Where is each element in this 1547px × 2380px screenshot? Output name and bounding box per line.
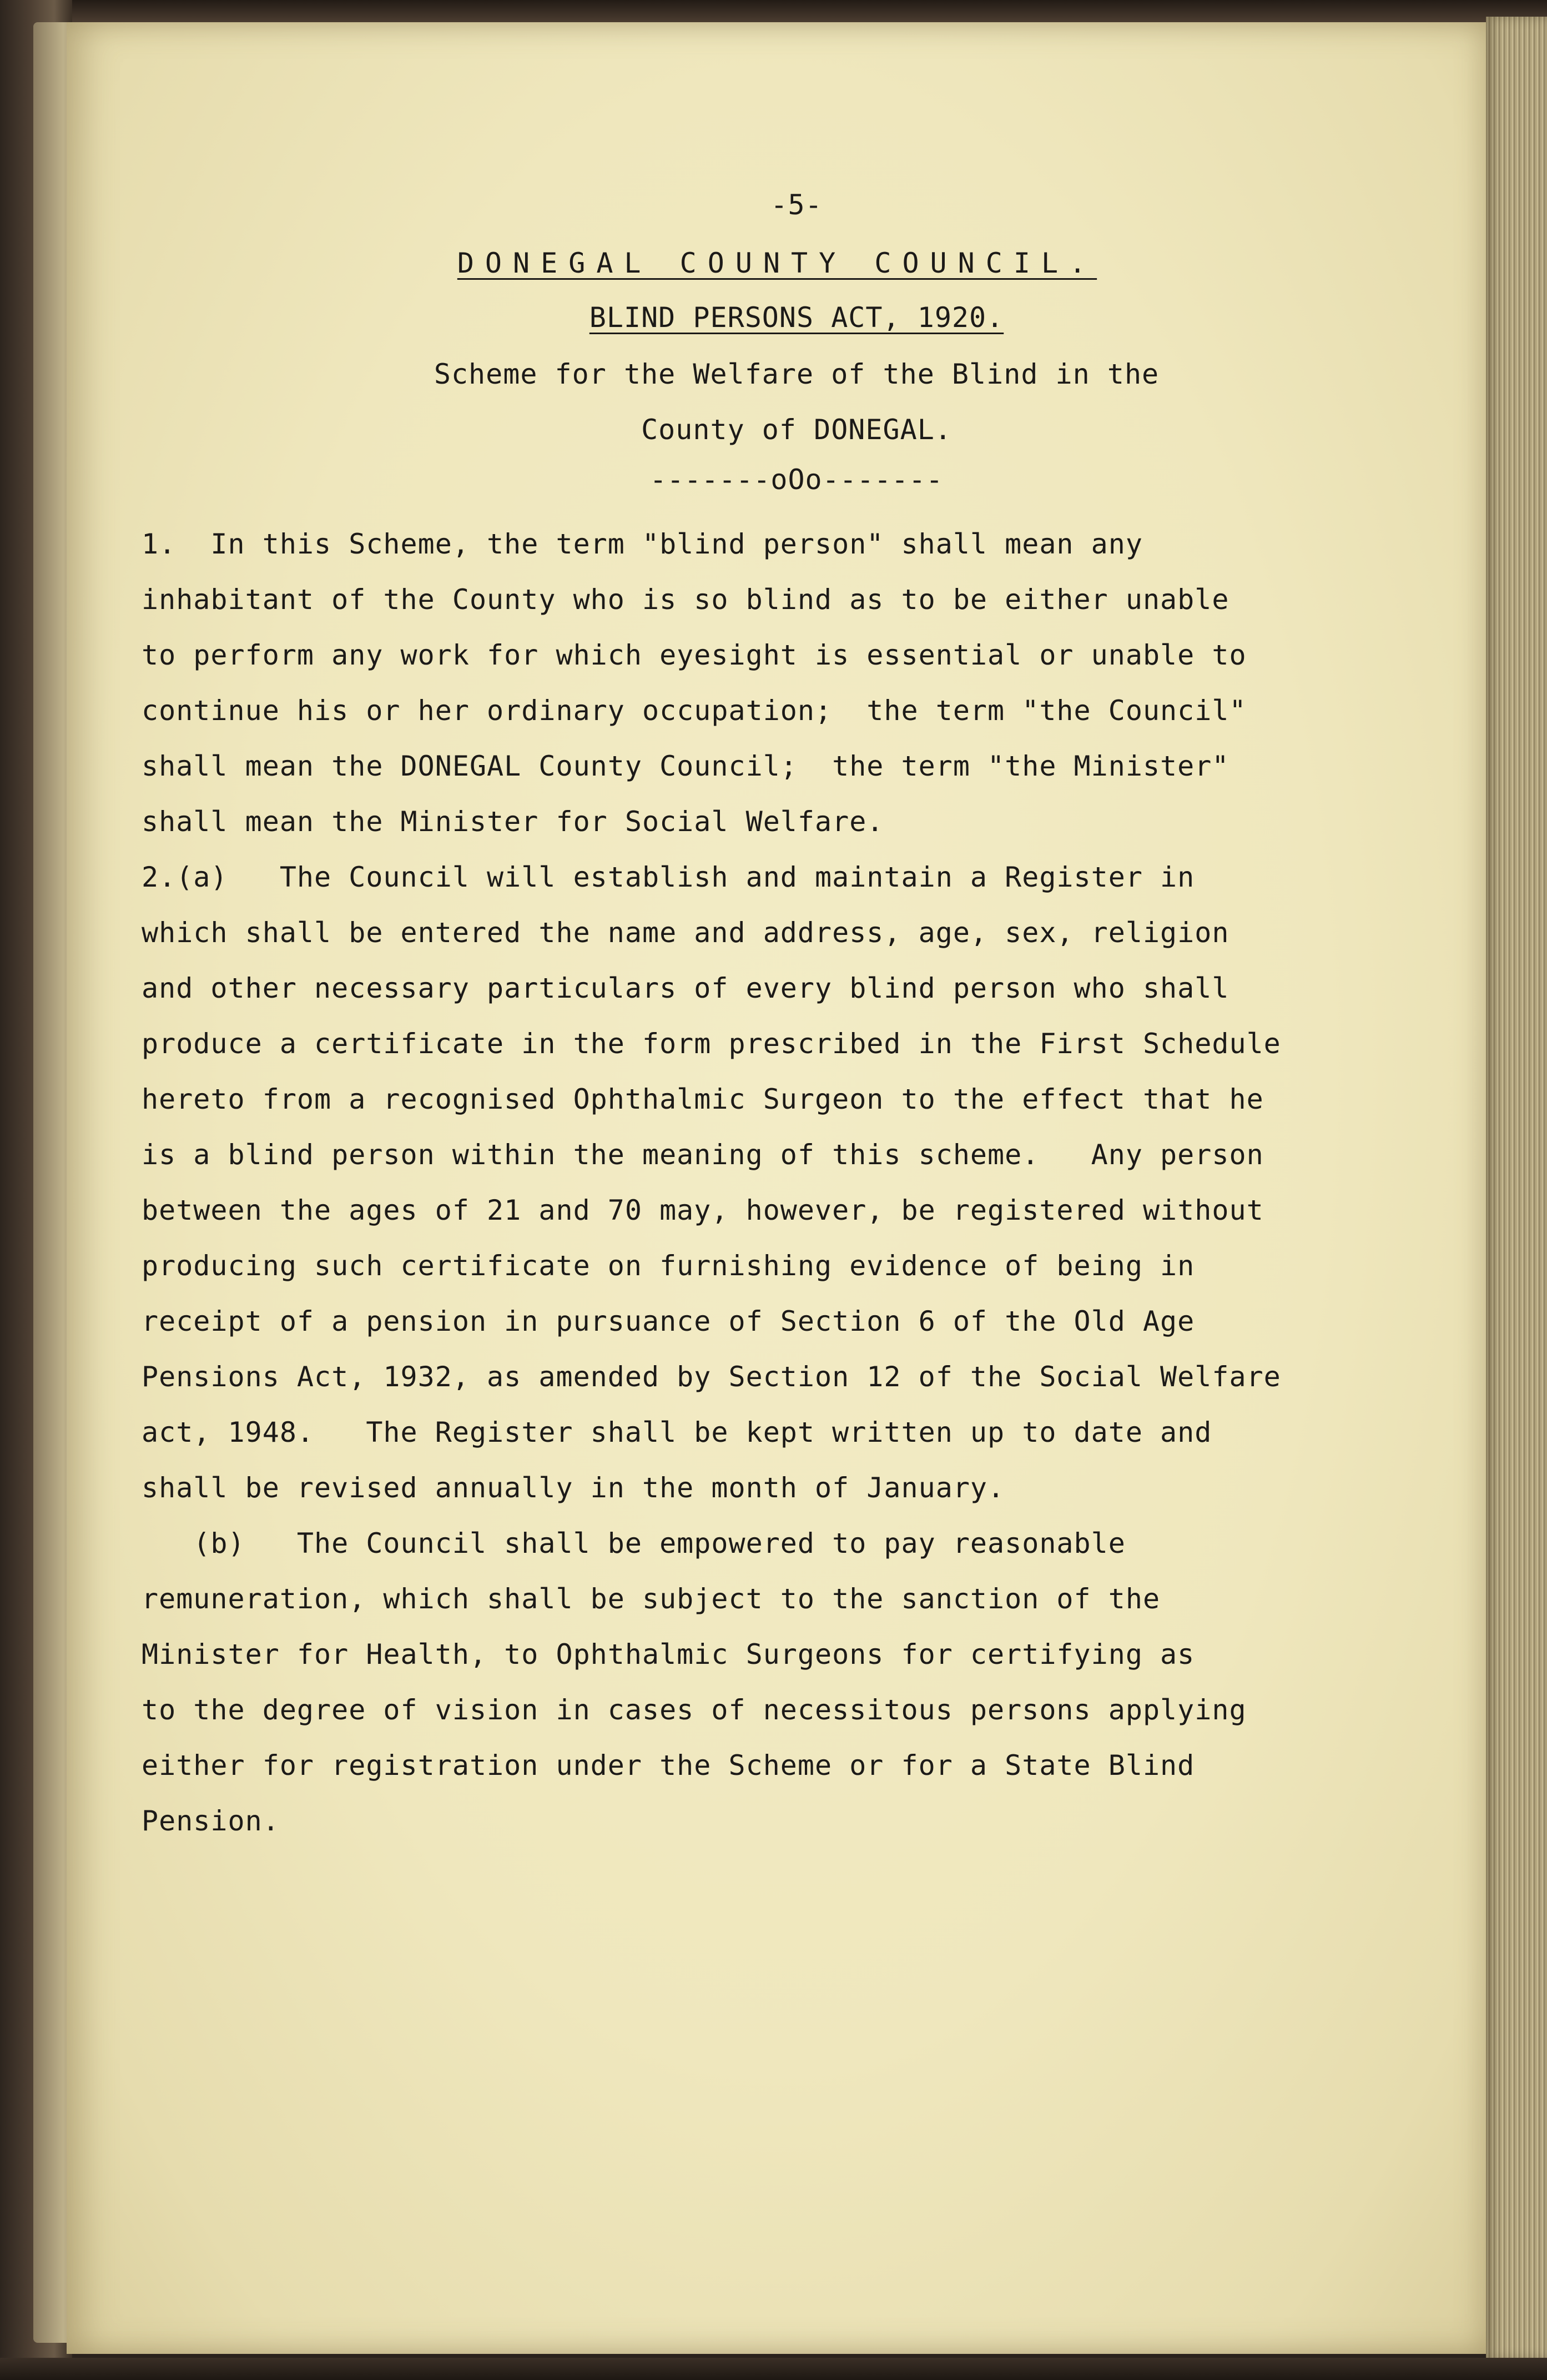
body-line: 2.(a) The Council will establish and maintain a Register in bbox=[142, 861, 1195, 893]
body-line: Pension. bbox=[142, 1805, 280, 1837]
body-line: is a blind person within the meaning of this scheme. Any person bbox=[142, 1139, 1264, 1171]
scan-bottom-border bbox=[0, 2358, 1547, 2380]
body-line: receipt of a pension in pursuance of Section 6 of the Old Age bbox=[142, 1305, 1195, 1337]
council-title: DONEGAL COUNTY COUNCIL. bbox=[457, 247, 1097, 279]
body-line: 1. In this Scheme, the term "blind person" shall mean any bbox=[142, 528, 1143, 560]
body-line: (b) The Council shall be empowered to pay reasonable bbox=[142, 1527, 1126, 1559]
typescript-content bbox=[67, 22, 1488, 2354]
body-line: which shall be entered the name and address, age, sex, religion bbox=[142, 917, 1229, 949]
section-separator: -------oOo------- bbox=[649, 464, 944, 496]
body-line: inhabitant of the County who is so blind as to be either unable bbox=[142, 583, 1229, 616]
body-line: shall be revised annually in the month of January. bbox=[142, 1472, 1005, 1504]
body-line: hereto from a recognised Ophthalmic Surgeon to the effect that he bbox=[142, 1083, 1264, 1115]
body-line: to the degree of vision in cases of necessitous persons applying bbox=[142, 1694, 1247, 1726]
body-line: between the ages of 21 and 70 may, however, be registered without bbox=[142, 1194, 1264, 1226]
scheme-title-line-1: Scheme for the Welfare of the Blind in the bbox=[434, 358, 1160, 390]
body-line: to perform any work for which eyesight is essential or unable to bbox=[142, 639, 1247, 671]
body-line: shall mean the Minister for Social Welfare. bbox=[142, 806, 884, 838]
page-number: -5- bbox=[770, 189, 823, 221]
body-line: shall mean the DONEGAL County Council; the term "the Minister" bbox=[142, 750, 1229, 782]
scheme-body bbox=[142, 525, 1335, 1857]
body-line: producing such certificate on furnishing evidence of being in bbox=[142, 1250, 1195, 1282]
body-line: act, 1948. The Register shall be kept written up to date and bbox=[142, 1416, 1212, 1448]
body-line: remuneration, which shall be subject to the sanction of the bbox=[142, 1583, 1161, 1615]
body-line: either for registration under the Scheme or for a State Blind bbox=[142, 1749, 1195, 1782]
body-line: and other necessary particulars of every blind person who shall bbox=[142, 972, 1229, 1004]
act-title: BLIND PERSONS ACT, 1920. bbox=[589, 301, 1004, 334]
body-line: continue his or her ordinary occupation; the term "the Council" bbox=[142, 695, 1247, 727]
book-page-stack-right bbox=[1486, 17, 1547, 2359]
scheme-title-line-2: County of DONEGAL. bbox=[641, 414, 952, 446]
body-line: produce a certificate in the form prescribed in the First Schedule bbox=[142, 1028, 1281, 1060]
scan-top-border bbox=[0, 0, 1547, 22]
body-line: Pensions Act, 1932, as amended by Section 12 of the Social Welfare bbox=[142, 1361, 1281, 1393]
body-line: Minister for Health, to Ophthalmic Surgeons for certifying as bbox=[142, 1638, 1195, 1670]
document-page bbox=[67, 22, 1488, 2354]
